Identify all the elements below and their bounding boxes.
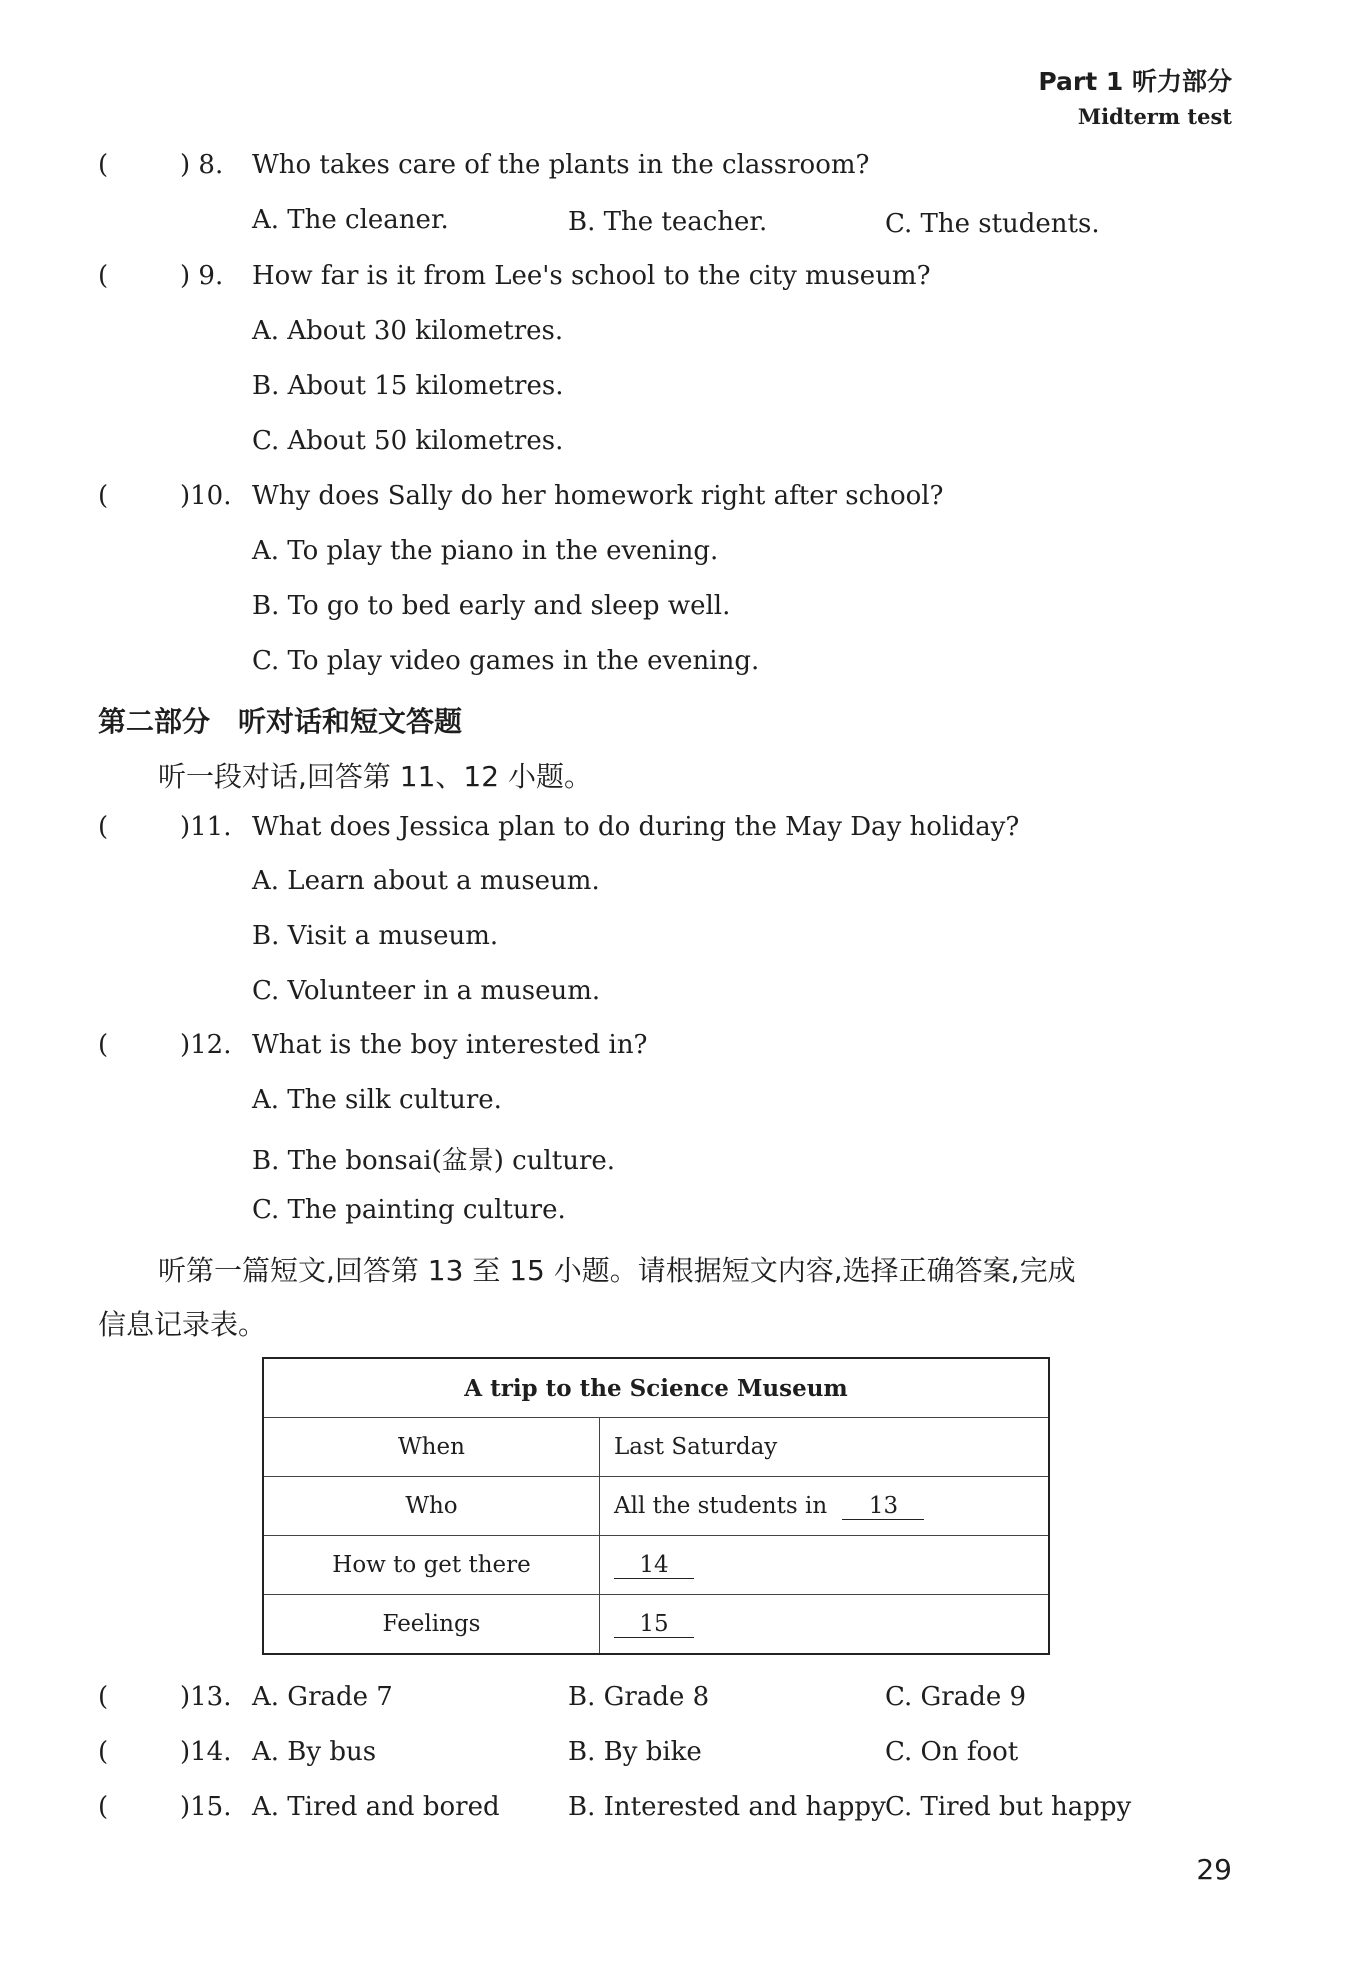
option-c: C. Volunteer in a museum.	[252, 976, 601, 1006]
table-row	[263, 1418, 1049, 1477]
option-b: B. By bike	[568, 1737, 702, 1767]
question-text: What is the boy interested in?	[252, 1030, 648, 1060]
section-title: 第二部分 听对话和短文答题	[98, 705, 463, 738]
option-a: A. Grade 7	[252, 1682, 393, 1712]
answer-paren-open: (	[98, 1030, 109, 1060]
option-c: C. The painting culture.	[252, 1195, 566, 1225]
option-a: A. The cleaner.	[252, 205, 449, 235]
option-b: B. To go to bed early and sleep well.	[252, 591, 731, 621]
blank-14[interactable]: 14	[614, 1552, 694, 1579]
question-number: )13.	[180, 1682, 232, 1712]
question-text: What does Jessica plan to do during the May Day holiday?	[252, 812, 1020, 842]
option-b: B. Grade 8	[568, 1682, 710, 1712]
question-text: Why does Sally do her homework right after school?	[252, 481, 944, 511]
answer-paren-open: (	[98, 1682, 109, 1712]
table-row	[263, 1595, 1049, 1655]
option-c: C. To play video games in the evening.	[252, 646, 760, 676]
question-number: ) 9.	[180, 261, 224, 291]
question-text: How far is it from Lee's school to the city museum?	[252, 261, 931, 291]
option-c: C. Tired but happy	[885, 1792, 1132, 1822]
instruction-passage: 听第一篇短文,回答第 13 至 15 小题。请根据短文内容,选择正确答案,完成	[158, 1254, 1076, 1287]
answer-paren-open: (	[98, 261, 109, 291]
row-label: How to get there	[263, 1536, 600, 1595]
table-title: A trip to the Science Museum	[263, 1358, 1049, 1418]
row-value: Last Saturday	[600, 1418, 1050, 1477]
header-part-label: Part 1 听力部分	[1038, 67, 1232, 96]
option-c: C. On foot	[885, 1737, 1019, 1767]
option-c: C. The students.	[885, 209, 1100, 239]
blank-13[interactable]: 13	[842, 1493, 924, 1520]
question-text: Who takes care of the plants in the classroom?	[252, 150, 870, 180]
question-number: )15.	[180, 1792, 232, 1822]
question-number: )12.	[180, 1030, 232, 1060]
page-number: 29	[1196, 1853, 1232, 1886]
row-label: Who	[263, 1477, 600, 1536]
answer-paren-open: (	[98, 481, 109, 511]
instruction-dialogue: 听一段对话,回答第 11、12 小题。	[158, 760, 592, 793]
option-a: A. To play the piano in the evening.	[252, 536, 719, 566]
blank-15[interactable]: 15	[614, 1611, 694, 1638]
option-b: B. About 15 kilometres.	[252, 371, 564, 401]
question-number: ) 8.	[180, 150, 224, 180]
answer-paren-open: (	[98, 1792, 109, 1822]
option-b: B. The bonsai(盆景) culture.	[252, 1146, 616, 1176]
option-b: B. Visit a museum.	[252, 921, 499, 951]
row-label: When	[263, 1418, 600, 1477]
option-b: B. Interested and happy	[568, 1792, 886, 1822]
table-row	[263, 1477, 1049, 1536]
option-b: B. The teacher.	[568, 207, 768, 237]
answer-paren-open: (	[98, 812, 109, 842]
header-subtitle: Midterm test	[1077, 104, 1232, 129]
info-record-table	[262, 1357, 1050, 1655]
question-number: )11.	[180, 812, 232, 842]
row-label: Feelings	[263, 1595, 600, 1655]
option-a: A. Learn about a museum.	[252, 866, 600, 896]
option-a: A. The silk culture.	[252, 1085, 502, 1115]
option-c: C. Grade 9	[885, 1682, 1027, 1712]
option-c: C. About 50 kilometres.	[252, 426, 564, 456]
option-a: A. By bus	[252, 1737, 377, 1767]
instruction-passage-cont: 信息记录表。	[98, 1308, 267, 1341]
row-value: All the students in	[614, 1492, 828, 1519]
question-number: )10.	[180, 481, 232, 511]
table-row	[263, 1536, 1049, 1595]
option-a: A. Tired and bored	[252, 1792, 500, 1822]
answer-paren-open: (	[98, 150, 109, 180]
answer-paren-open: (	[98, 1737, 109, 1767]
option-a: A. About 30 kilometres.	[252, 316, 564, 346]
question-number: )14.	[180, 1737, 232, 1767]
